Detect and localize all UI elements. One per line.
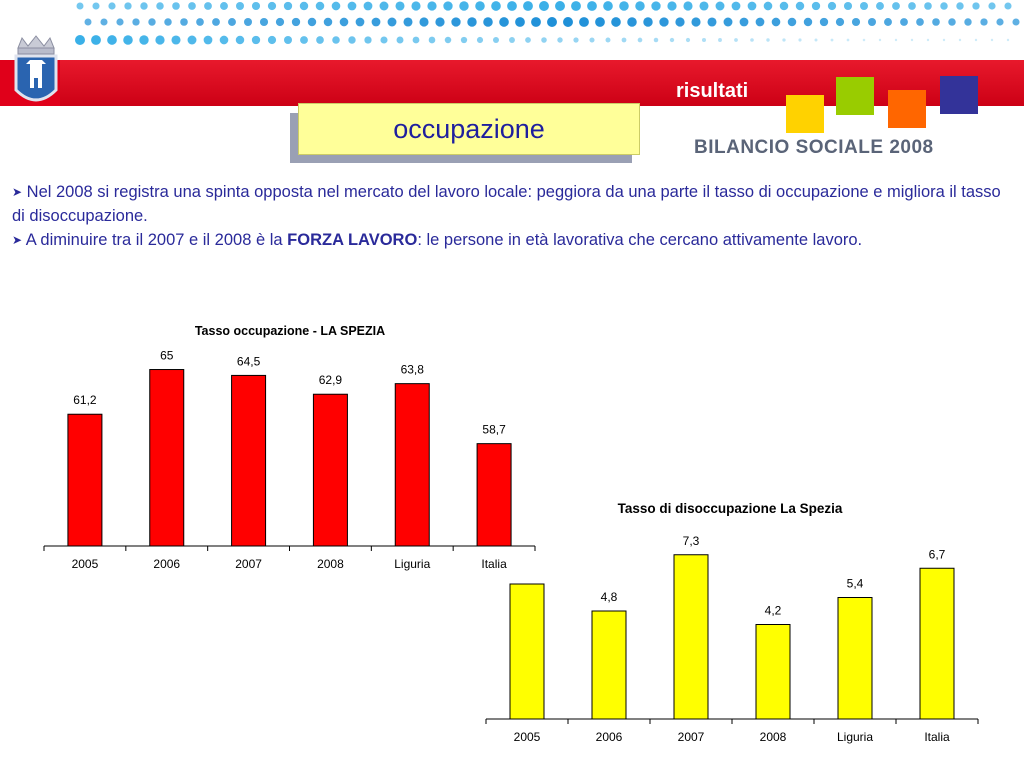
header-dot	[780, 2, 789, 11]
category-label: 2005	[513, 730, 541, 744]
category-label: 2005	[71, 557, 99, 571]
header-dot	[643, 17, 652, 26]
category-label: Liguria	[836, 730, 874, 744]
header-dot	[683, 1, 692, 10]
bullet-1-text: Nel 2008 si registra una spinta opposta nel mercato del lavoro locale: peggiora da una parte il tasso di occupazione e migliora il tasso di disoccupazione.	[12, 183, 1001, 225]
bullet-2-text-bold: FORZA LAVORO	[287, 231, 418, 249]
header-dot	[539, 1, 549, 11]
bar	[674, 555, 708, 719]
header-dot	[204, 36, 213, 45]
bar	[150, 370, 184, 546]
header-dot	[124, 2, 131, 9]
header-dot	[77, 3, 84, 10]
header-dot	[1004, 2, 1011, 9]
arrow-bullet-icon: ➤	[12, 185, 23, 199]
header-dot	[435, 17, 444, 26]
header-dot	[164, 18, 172, 26]
header-dot	[116, 18, 123, 25]
header-dot	[943, 39, 945, 41]
category-label: Liguria	[394, 557, 431, 571]
category-label: 2006	[595, 730, 623, 744]
header-dot	[828, 2, 836, 10]
category-label: Italia	[481, 557, 507, 571]
header-dot	[155, 35, 164, 44]
header-dot	[638, 38, 643, 43]
header-dot	[100, 18, 107, 25]
header-dot	[91, 35, 101, 45]
data-label: 4,2	[764, 603, 782, 618]
header-dot	[820, 18, 828, 26]
header-dot	[427, 1, 436, 10]
header-dot	[292, 18, 300, 26]
header-dot	[766, 38, 769, 41]
header-dot	[606, 38, 611, 43]
data-label: 4,8	[600, 590, 618, 604]
header-dot	[587, 1, 597, 11]
header-dot	[85, 19, 92, 26]
header-dot	[622, 38, 627, 43]
bar	[68, 414, 102, 546]
header-dot	[236, 36, 244, 44]
header-dot	[348, 2, 357, 11]
header-dot	[429, 37, 436, 44]
header-dot	[445, 37, 451, 43]
bar	[313, 394, 347, 546]
header-dot	[796, 2, 804, 10]
bar	[838, 598, 872, 720]
header-dot	[667, 1, 676, 10]
header-dot	[972, 2, 979, 9]
bar	[592, 611, 626, 719]
header-dot	[702, 38, 706, 42]
header-dot	[388, 18, 397, 27]
header-dot	[635, 1, 644, 10]
header-dot	[284, 2, 292, 10]
header-dot	[884, 18, 892, 26]
header-dot	[515, 17, 525, 27]
header-dot	[92, 2, 99, 9]
header-dot	[831, 39, 834, 42]
header-dot	[459, 1, 468, 10]
header-dot	[380, 36, 387, 43]
header-dot	[991, 39, 993, 41]
header-dot	[908, 2, 916, 10]
header-dot	[364, 36, 371, 43]
header-dot	[782, 38, 785, 41]
header-dot	[670, 38, 674, 42]
bar	[510, 584, 544, 719]
header-dot	[579, 17, 589, 27]
header-dot	[461, 37, 467, 43]
header-dot	[555, 1, 565, 11]
header-dot	[675, 17, 684, 26]
header-dot	[467, 17, 476, 26]
header-dot	[772, 18, 781, 27]
bar	[920, 568, 954, 719]
header-dot	[123, 35, 133, 45]
header-dot	[547, 17, 557, 27]
header-dot	[573, 37, 578, 42]
header-dot	[750, 38, 754, 42]
header-dot	[911, 39, 913, 41]
category-label: 2008	[759, 730, 787, 744]
header-dot	[156, 2, 164, 10]
header-dot	[340, 18, 349, 27]
body-text	[12, 180, 1002, 252]
header-dot	[419, 17, 428, 26]
header-dot	[308, 18, 316, 26]
header-dot	[860, 2, 868, 10]
header-band-gradient	[60, 60, 1024, 106]
category-label: 2006	[153, 557, 181, 571]
header-dot	[507, 1, 517, 11]
header-dot	[815, 39, 818, 42]
category-label: 2007	[677, 730, 705, 744]
header-dot	[204, 2, 212, 10]
category-label: Italia	[924, 730, 950, 744]
header-dot	[716, 2, 725, 11]
header-dot	[499, 17, 509, 27]
header-dot	[316, 2, 325, 11]
header-dot	[300, 36, 308, 44]
unemployment-rate-chart	[470, 490, 1000, 760]
header-dot	[220, 36, 229, 45]
header-dot	[627, 17, 637, 27]
header-dot	[892, 2, 900, 10]
data-label: 62,9	[318, 373, 343, 388]
header-dot	[284, 36, 292, 44]
header-dot	[132, 18, 139, 25]
header-dot	[804, 18, 812, 26]
header-dot	[571, 1, 581, 11]
header-dot	[188, 2, 196, 10]
header-dot	[443, 1, 452, 10]
category-label: 2007	[235, 557, 262, 571]
header-dot	[268, 36, 276, 44]
header-dot	[172, 2, 180, 10]
bullet-2-text-post: : le persone in età lavorativa che cercano attivamente lavoro.	[417, 231, 863, 249]
header-dot	[975, 39, 977, 41]
header-dot	[563, 17, 573, 27]
header-dot	[483, 17, 493, 27]
header-dot	[876, 2, 884, 10]
blue-square	[940, 76, 978, 114]
header-dot	[276, 18, 284, 26]
header-dot	[611, 17, 621, 27]
bullet-2	[12, 228, 1002, 252]
header-dot	[748, 2, 757, 11]
header-dot	[236, 2, 244, 10]
data-label: 61,2	[73, 393, 97, 408]
data-label: 65	[160, 348, 174, 363]
header-dot	[707, 17, 716, 26]
data-label: 7,3	[682, 533, 700, 548]
header-dot	[740, 18, 749, 27]
header-dot	[916, 18, 924, 26]
data-label: 6,7	[928, 547, 946, 562]
header-dot	[107, 35, 117, 45]
yellow-square	[786, 95, 824, 133]
header-dot	[525, 37, 531, 43]
header-dot	[836, 18, 844, 26]
header-dot	[220, 2, 228, 10]
data-label: 58,7	[482, 422, 506, 437]
header-dot	[477, 37, 483, 43]
header-dot	[324, 18, 333, 27]
section-label: risultati	[676, 80, 749, 102]
header-dot	[895, 39, 897, 41]
bar	[232, 375, 266, 546]
header-dot	[244, 18, 252, 26]
header-dot	[863, 39, 866, 42]
header-dot	[900, 18, 908, 26]
data-label: 64,5	[236, 354, 261, 369]
data-label: 63,8	[400, 362, 424, 377]
header-dot	[252, 2, 260, 10]
header-dot	[959, 39, 961, 41]
header-dot	[411, 1, 420, 10]
header-dot	[541, 37, 547, 43]
header-dot	[1012, 18, 1019, 25]
header-dot	[523, 1, 533, 11]
header-dot	[1007, 39, 1009, 41]
arrow-bullet-icon: ➤	[12, 233, 23, 247]
header-dot	[356, 18, 365, 27]
header-dot	[924, 2, 932, 10]
header-dot	[395, 1, 404, 10]
header-dot	[686, 38, 690, 42]
header-dot	[927, 39, 929, 41]
header-dot	[659, 17, 668, 26]
slide-title-box	[298, 103, 640, 155]
header-dot	[196, 18, 204, 26]
header-dot	[493, 37, 499, 43]
header-dot	[932, 18, 940, 26]
header-dot	[654, 38, 659, 43]
header-dot	[988, 2, 995, 9]
green-square	[836, 77, 874, 115]
header-dot	[509, 37, 515, 43]
header-dot	[589, 37, 594, 42]
header-dot	[372, 18, 381, 27]
header-dot	[108, 2, 115, 9]
category-label: 2008	[317, 557, 344, 571]
orange-square	[888, 90, 926, 128]
header-dot	[847, 39, 850, 42]
header-dot	[148, 18, 155, 25]
data-label: 5,4	[846, 576, 864, 591]
header-dot	[852, 18, 860, 26]
header-dot	[964, 18, 971, 25]
header-dot	[980, 18, 987, 25]
header-dot	[475, 1, 485, 11]
header-dot	[691, 17, 700, 26]
header-dot	[75, 35, 85, 45]
header-dot	[332, 2, 341, 11]
header-dot	[812, 2, 820, 10]
header-dot	[332, 36, 340, 44]
header-dot	[940, 2, 948, 10]
header-dot	[188, 36, 197, 45]
header-dot	[212, 18, 220, 26]
report-title: BILANCIO SOCIALE 2008	[694, 137, 934, 158]
header-dot	[557, 37, 562, 42]
header-dot	[798, 38, 801, 41]
header-dot	[619, 1, 629, 11]
header-dot	[756, 18, 765, 27]
header-dot	[348, 36, 355, 43]
bar	[395, 384, 429, 546]
header-dot	[879, 39, 881, 41]
header-dot	[300, 2, 308, 10]
header-dot	[788, 18, 797, 27]
header-dot	[451, 17, 460, 26]
header-dot	[844, 2, 852, 10]
slide-title: occupazione	[393, 113, 545, 144]
bar	[756, 625, 790, 720]
header-dot	[956, 2, 963, 9]
header-dot	[718, 38, 722, 42]
header-dot	[380, 2, 389, 11]
header-dot	[139, 35, 148, 44]
header-dot	[171, 35, 180, 44]
header-dot	[397, 37, 404, 44]
header-dot	[180, 18, 188, 26]
bullet-1	[12, 180, 1002, 228]
header-dot	[413, 37, 420, 44]
dotted-header-pattern	[0, 0, 1024, 62]
header-dot	[699, 1, 708, 10]
header-dot	[734, 38, 738, 42]
header-dot	[595, 17, 605, 27]
header-dot	[491, 1, 501, 11]
city-crest-icon	[12, 34, 60, 110]
header-dot	[764, 2, 773, 11]
header-dot	[364, 2, 373, 11]
header-dot	[268, 2, 276, 10]
header-dot	[316, 36, 324, 44]
header-dot	[948, 18, 956, 26]
header-dot	[996, 18, 1003, 25]
chart-title: Tasso occupazione - LA SPEZIA	[194, 324, 386, 338]
header-dot	[651, 1, 660, 10]
header-dot	[868, 18, 876, 26]
bullet-2-text-pre: A diminuire tra il 2007 e il 2008 è la	[25, 231, 288, 249]
header-dot	[260, 18, 268, 26]
header-dot	[403, 17, 412, 26]
header-dot	[531, 17, 541, 27]
header-dot	[732, 2, 741, 11]
chart-title: Tasso di disoccupazione La Spezia	[617, 501, 843, 516]
header-dot	[252, 36, 260, 44]
header-dot	[603, 1, 613, 11]
header-dot	[228, 18, 236, 26]
header-dot	[724, 18, 733, 27]
header-dot	[140, 2, 147, 9]
